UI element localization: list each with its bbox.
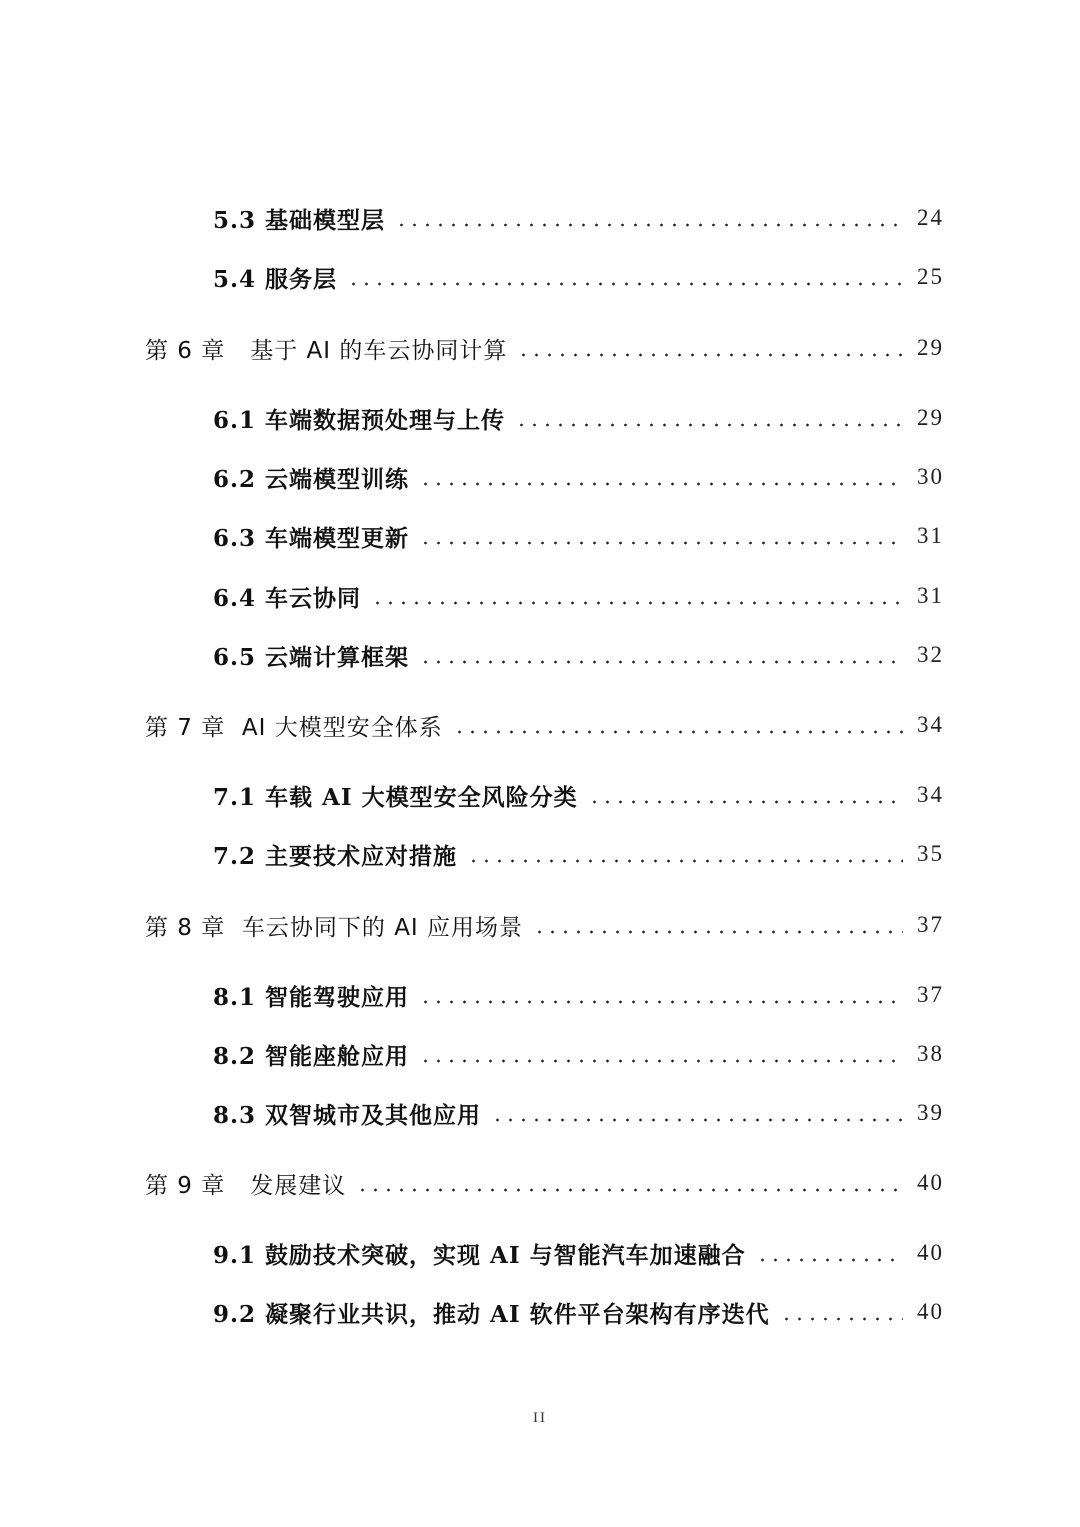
- toc-entry-8-3[interactable]: [0, 1093, 1080, 1133]
- toc-entry-9-1[interactable]: [0, 1233, 1080, 1273]
- toc-entry-label: 6.1 车端数据预处理与上传: [213, 406, 506, 434]
- dot-leader: [419, 481, 903, 487]
- page-number-footer: II: [533, 1410, 547, 1426]
- toc-entry-label: 5.3 基础模型层: [213, 206, 386, 234]
- dot-leader: [395, 222, 903, 228]
- toc-entry-label: 6.2 云端模型训练: [213, 465, 410, 493]
- toc-entry-8-1[interactable]: [0, 975, 1080, 1015]
- toc-entry-page: 31: [917, 583, 944, 608]
- toc-entry-page: 34: [917, 782, 944, 807]
- toc-entry-label: 6.4 车云协同: [213, 584, 362, 612]
- toc-entry-chapter-8[interactable]: [0, 905, 1080, 945]
- toc-entry-6-4[interactable]: [0, 576, 1080, 616]
- dot-leader: [356, 1187, 903, 1193]
- toc-entry-page: 37: [917, 982, 944, 1007]
- toc-entry-page: 38: [917, 1041, 944, 1066]
- toc-entry-page: 35: [917, 841, 944, 866]
- toc-entry-label: 7.2 主要技术应对措施: [213, 842, 458, 870]
- dot-leader: [419, 1058, 903, 1064]
- toc-entry-7-2[interactable]: [0, 834, 1080, 874]
- toc-entry-7-1[interactable]: [0, 775, 1080, 815]
- toc-entry-label: 8.2 智能座舱应用: [213, 1042, 410, 1070]
- toc-entry-label: 第 9 章 发展建议: [145, 1172, 347, 1199]
- toc-entry-label: 8.3 双智城市及其他应用: [213, 1101, 482, 1129]
- toc-entry-page: 40: [917, 1299, 944, 1324]
- toc-entry-chapter-7[interactable]: [0, 705, 1080, 745]
- dot-leader: [419, 540, 903, 546]
- toc-entry-label: 7.1 车载 AI 大模型安全风险分类: [213, 783, 578, 811]
- dot-leader: [491, 1117, 903, 1123]
- toc-entry-label: 6.5 云端计算框架: [213, 643, 410, 671]
- toc-entry-page: 24: [917, 205, 944, 230]
- toc-entry-page: 40: [917, 1170, 944, 1195]
- toc-entry-label: 第 8 章 车云协同下的 AI 应用场景: [145, 914, 524, 941]
- dot-leader: [756, 1257, 903, 1263]
- toc-entry-page: 32: [917, 642, 944, 667]
- toc-entry-page: 31: [917, 523, 944, 548]
- toc-entry-label: 第 6 章 基于 AI 的车云协同计算: [145, 337, 508, 364]
- toc-entry-5-4[interactable]: [0, 257, 1080, 297]
- dot-leader: [419, 999, 903, 1005]
- toc-entry-page: 29: [917, 335, 944, 360]
- toc-entry-6-5[interactable]: [0, 635, 1080, 675]
- toc-entry-chapter-6[interactable]: [0, 328, 1080, 368]
- toc-entry-page: 40: [917, 1240, 944, 1265]
- dot-leader: [467, 858, 903, 864]
- dot-leader: [371, 600, 903, 606]
- toc-entry-9-2[interactable]: [0, 1292, 1080, 1332]
- toc-entry-6-3[interactable]: [0, 516, 1080, 556]
- toc-entry-page: 37: [917, 912, 944, 937]
- dot-leader: [347, 281, 903, 287]
- toc-entry-label: 6.3 车端模型更新: [213, 524, 410, 552]
- toc-entry-label: 第 7 章 AI 大模型安全体系: [145, 714, 443, 741]
- toc-entry-page: 39: [917, 1100, 944, 1125]
- toc-entry-6-2[interactable]: [0, 457, 1080, 497]
- toc-entry-page: 29: [917, 405, 944, 430]
- toc-entry-label: 5.4 服务层: [213, 265, 338, 293]
- dot-leader: [515, 422, 903, 428]
- toc-entry-page: 30: [917, 464, 944, 489]
- toc-entry-6-1[interactable]: [0, 398, 1080, 438]
- dot-leader: [588, 799, 903, 805]
- toc-entry-page: 34: [917, 712, 944, 737]
- dot-leader: [533, 929, 903, 935]
- toc-entry-chapter-9[interactable]: [0, 1163, 1080, 1203]
- dot-leader: [780, 1316, 903, 1322]
- toc-entry-5-3[interactable]: [0, 198, 1080, 238]
- dot-leader: [419, 659, 903, 665]
- dot-leader: [517, 352, 903, 358]
- dot-leader: [453, 729, 903, 735]
- toc-entry-8-2[interactable]: [0, 1034, 1080, 1074]
- toc-entry-label: 9.1 鼓励技术突破，实现 AI 与智能汽车加速融合: [213, 1241, 746, 1269]
- toc-entry-label: 8.1 智能驾驶应用: [213, 983, 410, 1011]
- toc-entry-page: 25: [917, 264, 944, 289]
- toc-entry-label: 9.2 凝聚行业共识，推动 AI 软件平台架构有序迭代: [213, 1300, 770, 1328]
